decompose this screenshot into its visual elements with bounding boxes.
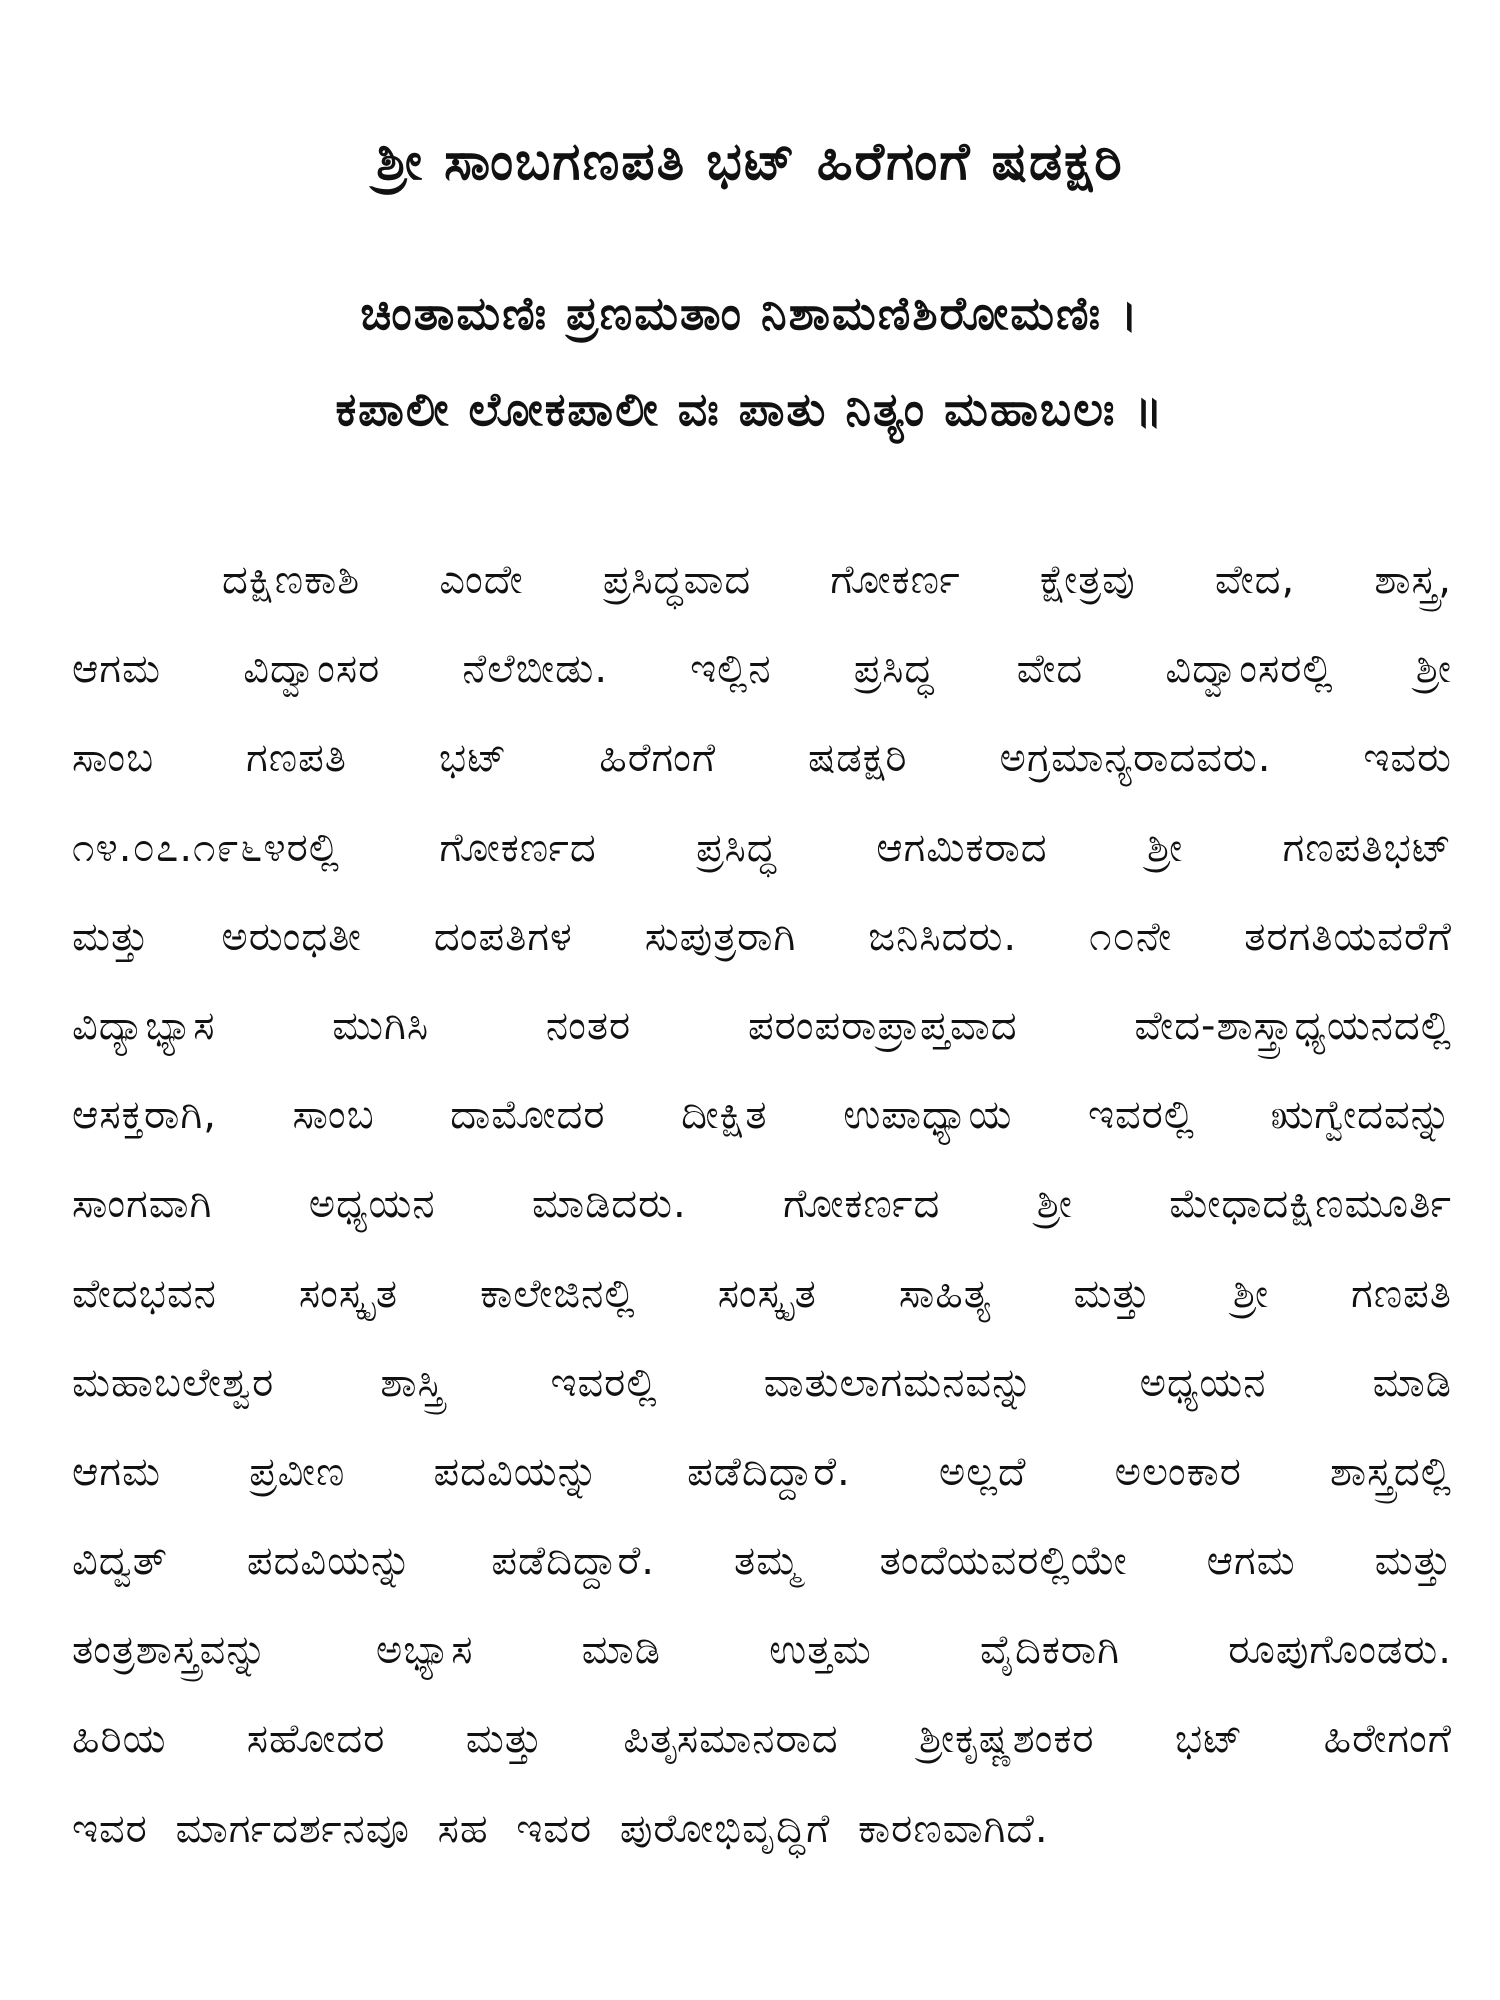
paragraph-line: ತಂತ್ರಶಾಸ್ತ್ರವನ್ನು ಅಭ್ಯಾಸ ಮಾಡಿ ಉತ್ತಮ ವೈದಿಕರಾಗಿ ರೂಪುಗೊಂಡರು. [72, 1627, 1452, 1674]
paragraph-line: ವಿದ್ವತ್ ಪದವಿಯನ್ನು ಪಡೆದಿದ್ದಾರೆ. ತಮ್ಮ ತಂದೆಯವರಲ್ಲಿಯೇ ಆಗಮ ಮತ್ತು [72, 1538, 1452, 1585]
paragraph-line: ಆಗಮ ವಿದ್ವಾಂಸರ ನೆಲೆಬೀಡು. ಇಲ್ಲಿನ ಪ್ರಸಿದ್ಧ ವೇದ ವಿದ್ವಾಂಸರಲ್ಲಿ ಶ್ರೀ [72, 646, 1452, 693]
paragraph-line: ವೇದಭವನ ಸಂಸ್ಕೃತ ಕಾಲೇಜಿನಲ್ಲಿ ಸಂಸ್ಕೃತ ಸಾಹಿತ್ಯ ಮತ್ತು ಶ್ರೀ ಗಣಪತಿ [72, 1270, 1452, 1317]
paragraph-line: ಮಹಾಬಲೇಶ್ವರ ಶಾಸ್ತ್ರಿ ಇವರಲ್ಲಿ ವಾತುಲಾಗಮನವನ್ನು ಅಧ್ಯಯನ ಮಾಡಿ [72, 1359, 1452, 1406]
paragraph-line: ೧೪.೦೭.೧೯೬೪ರಲ್ಲಿ ಗೋಕರ್ಣದ ಪ್ರಸಿದ್ಧ ಆಗಮಿಕರಾದ ಶ್ರೀ ಗಣಪತಿಭಟ್ [72, 824, 1452, 871]
paragraph-line: ಇವರ ಮಾರ್ಗದರ್ಶನವೂ ಸಹ ಇವರ ಪುರೋಭಿವೃದ್ಧಿಗೆ ಕಾರಣವಾಗಿದೆ. [72, 1805, 1049, 1852]
verse-line-2: ಕಪಾಲೀ ಲೋಕಪಾಲೀ ವಃ ಪಾತು ನಿತ್ಯಂ ಮಹಾಬಲಃ ॥ [335, 382, 1165, 436]
page-title: ಶ್ರೀ ಸಾಂಬಗಣಪತಿ ಭಟ್ ಹಿರೆಗಂಗೆ ಷಡಕ್ಷರಿ [376, 132, 1124, 192]
paragraph-line: ದಕ್ಷಿಣಕಾಶಿ ಎಂದೇ ಪ್ರಸಿದ್ಧವಾದ ಗೋಕರ್ಣ ಕ್ಷೇತ್ರವು ವೇದ, ಶಾಸ್ತ್ರ, [222, 557, 1452, 603]
paragraph-line: ಸಾಂಬ ಗಣಪತಿ ಭಟ್ ಹಿರೆಗಂಗೆ ಷಡಕ್ಷರಿ ಅಗ್ರಮಾನ್ಯರಾದವರು. ಇವರು [72, 735, 1452, 782]
paragraph-line: ಮತ್ತು ಅರುಂಧತೀ ದಂಪತಿಗಳ ಸುಪುತ್ರರಾಗಿ ಜನಿಸಿದರು. ೧೦ನೇ ತರಗತಿಯವರೆಗೆ [72, 913, 1452, 960]
body-paragraph [72, 536, 1452, 1874]
paragraph-line: ಸಾಂಗವಾಗಿ ಅಧ್ಯಯನ ಮಾಡಿದರು. ಗೋಕರ್ಣದ ಶ್ರೀ ಮೇಧಾದಕ್ಷಿಣಮೂರ್ತಿ [72, 1181, 1452, 1228]
paragraph-line: ಹಿರಿಯ ಸಹೋದರ ಮತ್ತು ಪಿತೃಸಮಾನರಾದ ಶ್ರೀಕೃಷ್ಣಶಂಕರ ಭಟ್ ಹಿರೇಗಂಗೆ [72, 1716, 1452, 1763]
paragraph-line: ವಿದ್ಯಾಭ್ಯಾಸ ಮುಗಿಸಿ ನಂತರ ಪರಂಪರಾಪ್ರಾಪ್ತವಾದ ವೇದ-ಶಾಸ್ತ್ರಾಧ್ಯಯನದಲ್ಲಿ [72, 1002, 1452, 1049]
verse-line-1: ಚಿಂತಾಮಣಿಃ ಪ್ರಣಮತಾಂ ನಿಶಾಮಣಿಶಿರೋಮಣಿಃ । [360, 286, 1140, 340]
paragraph-line: ಆಸಕ್ತರಾಗಿ, ಸಾಂಬ ದಾಮೋದರ ದೀಕ್ಷಿತ ಉಪಾಧ್ಯಾಯ ಇವರಲ್ಲಿ ಋಗ್ವೇದವನ್ನು [72, 1092, 1452, 1139]
paragraph-line: ಆಗಮ ಪ್ರವೀಣ ಪದವಿಯನ್ನು ಪಡೆದಿದ್ದಾರೆ. ಅಲ್ಲದೆ ಅಲಂಕಾರ ಶಾಸ್ತ್ರದಲ್ಲಿ [72, 1448, 1452, 1495]
